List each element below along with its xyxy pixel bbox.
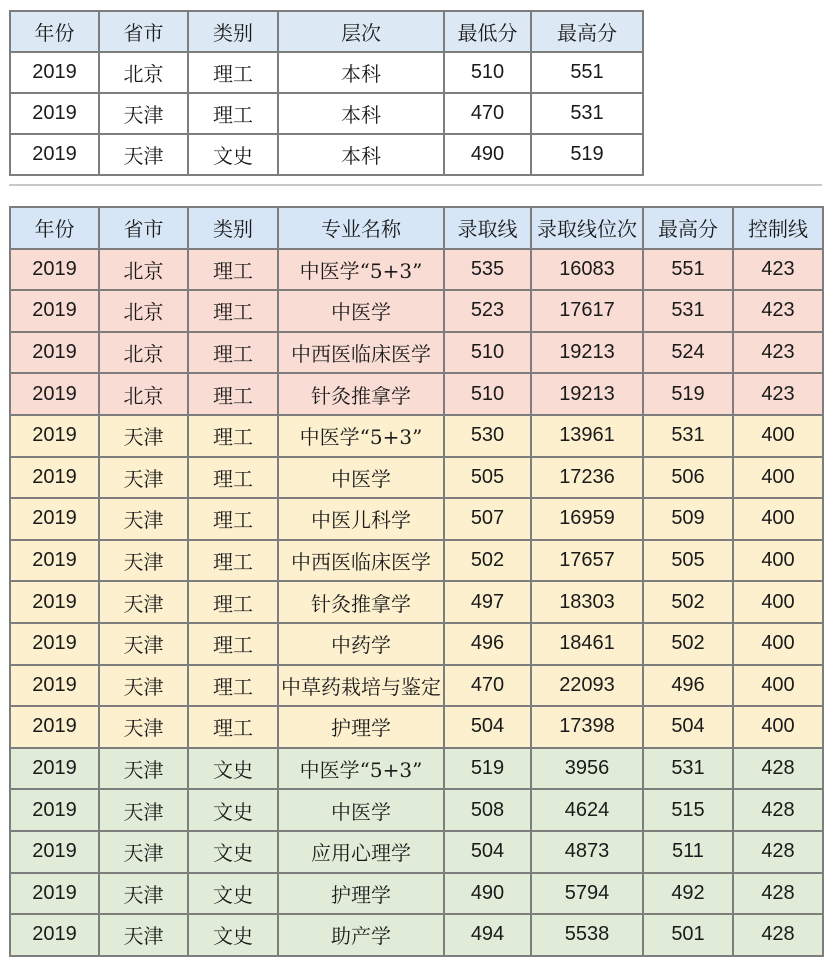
cell-major: 中西医临床医学 [278,332,444,374]
cell-province: 天津 [99,457,188,499]
cell-major: 护理学 [278,873,444,915]
cell-province: 天津 [99,748,188,790]
cell-cutoff-rank: 3956 [531,748,643,790]
cell-cutoff: 523 [444,290,531,332]
cell-major: 中药学 [278,623,444,665]
cell-category: 理工 [188,415,278,457]
cell-level: 本科 [278,134,444,175]
cell-province: 天津 [99,134,188,175]
cell-province: 天津 [99,540,188,582]
cell-year: 2019 [10,789,99,831]
cell-max-score: 531 [643,290,733,332]
header-control-line: 控制线 [733,207,823,249]
cell-province: 天津 [99,914,188,956]
cell-cutoff: 519 [444,748,531,790]
cell-control-line: 428 [733,914,823,956]
header-province: 省市 [99,207,188,249]
cell-category: 理工 [188,540,278,582]
header-level: 层次 [278,11,444,52]
header-cutoff: 录取线 [444,207,531,249]
cell-control-line: 400 [733,457,823,499]
cell-major: 中医学 [278,290,444,332]
cell-province: 天津 [99,831,188,873]
cell-control-line: 423 [733,290,823,332]
cell-control-line: 400 [733,498,823,540]
header-year: 年份 [10,207,99,249]
cell-category: 文史 [188,134,278,175]
cell-category: 文史 [188,914,278,956]
cell-max-score: 506 [643,457,733,499]
cell-max-score: 501 [643,914,733,956]
cell-year: 2019 [10,498,99,540]
cell-cutoff-rank: 17617 [531,290,643,332]
cell-max-score: 551 [531,52,643,93]
cell-category: 理工 [188,249,278,291]
cell-cutoff: 507 [444,498,531,540]
cell-max-score: 519 [643,373,733,415]
cell-cutoff: 496 [444,623,531,665]
cell-cutoff-rank: 5538 [531,914,643,956]
cell-category: 文史 [188,873,278,915]
cell-year: 2019 [10,290,99,332]
admission-row [10,581,823,623]
cell-year: 2019 [10,665,99,707]
cell-year: 2019 [10,748,99,790]
admission-row [10,831,823,873]
cell-cutoff-rank: 17236 [531,457,643,499]
cell-province: 天津 [99,623,188,665]
cell-province: 北京 [99,52,188,93]
cell-province: 天津 [99,789,188,831]
cell-year: 2019 [10,581,99,623]
cell-max-score: 531 [531,93,643,134]
cell-province: 北京 [99,290,188,332]
cell-year: 2019 [10,706,99,748]
cell-control-line: 400 [733,415,823,457]
admission-row [10,873,823,915]
cell-cutoff-rank: 17657 [531,540,643,582]
table-separator [9,184,822,206]
cell-max-score: 515 [643,789,733,831]
cell-cutoff-rank: 16959 [531,498,643,540]
cell-cutoff: 508 [444,789,531,831]
admission-row [10,415,823,457]
cell-category: 理工 [188,498,278,540]
admission-row [10,665,823,707]
cell-cutoff-rank: 4624 [531,789,643,831]
summary-row [10,134,643,175]
cell-year: 2019 [10,540,99,582]
cell-cutoff-rank: 16083 [531,249,643,291]
cell-year: 2019 [10,831,99,873]
cell-cutoff-rank: 5794 [531,873,643,915]
cell-control-line: 400 [733,665,823,707]
cell-category: 理工 [188,52,278,93]
cell-control-line: 428 [733,831,823,873]
cell-major: 针灸推拿学 [278,373,444,415]
admission-row [10,249,823,291]
cell-province: 北京 [99,249,188,291]
cell-control-line: 400 [733,623,823,665]
admission-row [10,498,823,540]
summary-table [9,10,644,176]
cell-max-score: 505 [643,540,733,582]
header-category: 类别 [188,11,278,52]
cell-major: 中医学“5+3” [278,249,444,291]
cell-category: 理工 [188,457,278,499]
cell-category: 理工 [188,665,278,707]
cell-province: 天津 [99,93,188,134]
cell-cutoff: 510 [444,332,531,374]
cell-year: 2019 [10,457,99,499]
cell-cutoff: 470 [444,665,531,707]
header-province: 省市 [99,11,188,52]
cell-category: 文史 [188,748,278,790]
cell-cutoff-rank: 4873 [531,831,643,873]
cell-province: 天津 [99,873,188,915]
cell-max-score: 551 [643,249,733,291]
cell-major: 助产学 [278,914,444,956]
cell-control-line: 400 [733,540,823,582]
summary-header-row [10,11,643,52]
cell-cutoff-rank: 19213 [531,332,643,374]
cell-major: 中西医临床医学 [278,540,444,582]
cell-province: 北京 [99,332,188,374]
admission-table [9,206,824,957]
header-cutoff-rank: 录取线位次 [531,207,643,249]
cell-max-score: 502 [643,581,733,623]
cell-category: 理工 [188,581,278,623]
cell-major: 中医学 [278,457,444,499]
admission-row [10,914,823,956]
cell-control-line: 423 [733,373,823,415]
admission-body [10,249,823,956]
admission-row [10,706,823,748]
cell-max-score: 504 [643,706,733,748]
cell-level: 本科 [278,93,444,134]
cell-year: 2019 [10,52,99,93]
cell-cutoff-rank: 17398 [531,706,643,748]
cell-control-line: 400 [733,706,823,748]
cell-year: 2019 [10,415,99,457]
cell-min-score: 490 [444,134,531,175]
cell-year: 2019 [10,332,99,374]
cell-cutoff: 510 [444,373,531,415]
cell-year: 2019 [10,373,99,415]
cell-min-score: 470 [444,93,531,134]
summary-body [10,52,643,175]
cell-cutoff: 530 [444,415,531,457]
cell-max-score: 524 [643,332,733,374]
cell-province: 天津 [99,665,188,707]
cell-year: 2019 [10,914,99,956]
cell-cutoff: 535 [444,249,531,291]
admission-row [10,540,823,582]
header-max-score: 最高分 [643,207,733,249]
cell-category: 理工 [188,706,278,748]
summary-row [10,52,643,93]
cell-cutoff-rank: 19213 [531,373,643,415]
admission-row [10,457,823,499]
cell-category: 文史 [188,831,278,873]
header-year: 年份 [10,11,99,52]
header-max-score: 最高分 [531,11,643,52]
admission-row [10,748,823,790]
summary-row [10,93,643,134]
cell-province: 天津 [99,581,188,623]
cell-cutoff-rank: 22093 [531,665,643,707]
cell-category: 理工 [188,290,278,332]
cell-category: 文史 [188,789,278,831]
cell-province: 北京 [99,373,188,415]
cell-max-score: 496 [643,665,733,707]
cell-major: 中医儿科学 [278,498,444,540]
cell-major: 中草药栽培与鉴定 [278,665,444,707]
admission-header-row [10,207,823,249]
cell-control-line: 423 [733,249,823,291]
cell-control-line: 400 [733,581,823,623]
cell-cutoff: 504 [444,831,531,873]
cell-major: 针灸推拿学 [278,581,444,623]
cell-max-score: 519 [531,134,643,175]
cell-major: 应用心理学 [278,831,444,873]
cell-year: 2019 [10,249,99,291]
cell-max-score: 492 [643,873,733,915]
cell-control-line: 428 [733,748,823,790]
cell-category: 理工 [188,93,278,134]
cell-major: 中医学 [278,789,444,831]
cell-cutoff: 497 [444,581,531,623]
cell-control-line: 423 [733,332,823,374]
admission-row [10,373,823,415]
cell-level: 本科 [278,52,444,93]
cell-cutoff-rank: 18303 [531,581,643,623]
cell-max-score: 531 [643,415,733,457]
cell-category: 理工 [188,332,278,374]
cell-year: 2019 [10,873,99,915]
cell-control-line: 428 [733,789,823,831]
cell-max-score: 531 [643,748,733,790]
cell-max-score: 511 [643,831,733,873]
cell-category: 理工 [188,623,278,665]
cell-cutoff: 505 [444,457,531,499]
cell-min-score: 510 [444,52,531,93]
cell-year: 2019 [10,134,99,175]
cell-cutoff: 490 [444,873,531,915]
cell-year: 2019 [10,93,99,134]
header-major: 专业名称 [278,207,444,249]
cell-cutoff-rank: 13961 [531,415,643,457]
admission-row [10,623,823,665]
cell-cutoff: 502 [444,540,531,582]
cell-province: 天津 [99,498,188,540]
cell-province: 天津 [99,415,188,457]
cell-cutoff: 494 [444,914,531,956]
header-min-score: 最低分 [444,11,531,52]
cell-cutoff-rank: 18461 [531,623,643,665]
cell-major: 中医学“5+3” [278,415,444,457]
cell-major: 中医学“5+3” [278,748,444,790]
cell-year: 2019 [10,623,99,665]
admission-row [10,290,823,332]
header-category: 类别 [188,207,278,249]
admission-row [10,789,823,831]
cell-control-line: 428 [733,873,823,915]
cell-max-score: 509 [643,498,733,540]
cell-cutoff: 504 [444,706,531,748]
cell-category: 理工 [188,373,278,415]
cell-max-score: 502 [643,623,733,665]
cell-major: 护理学 [278,706,444,748]
cell-province: 天津 [99,706,188,748]
admission-row [10,332,823,374]
